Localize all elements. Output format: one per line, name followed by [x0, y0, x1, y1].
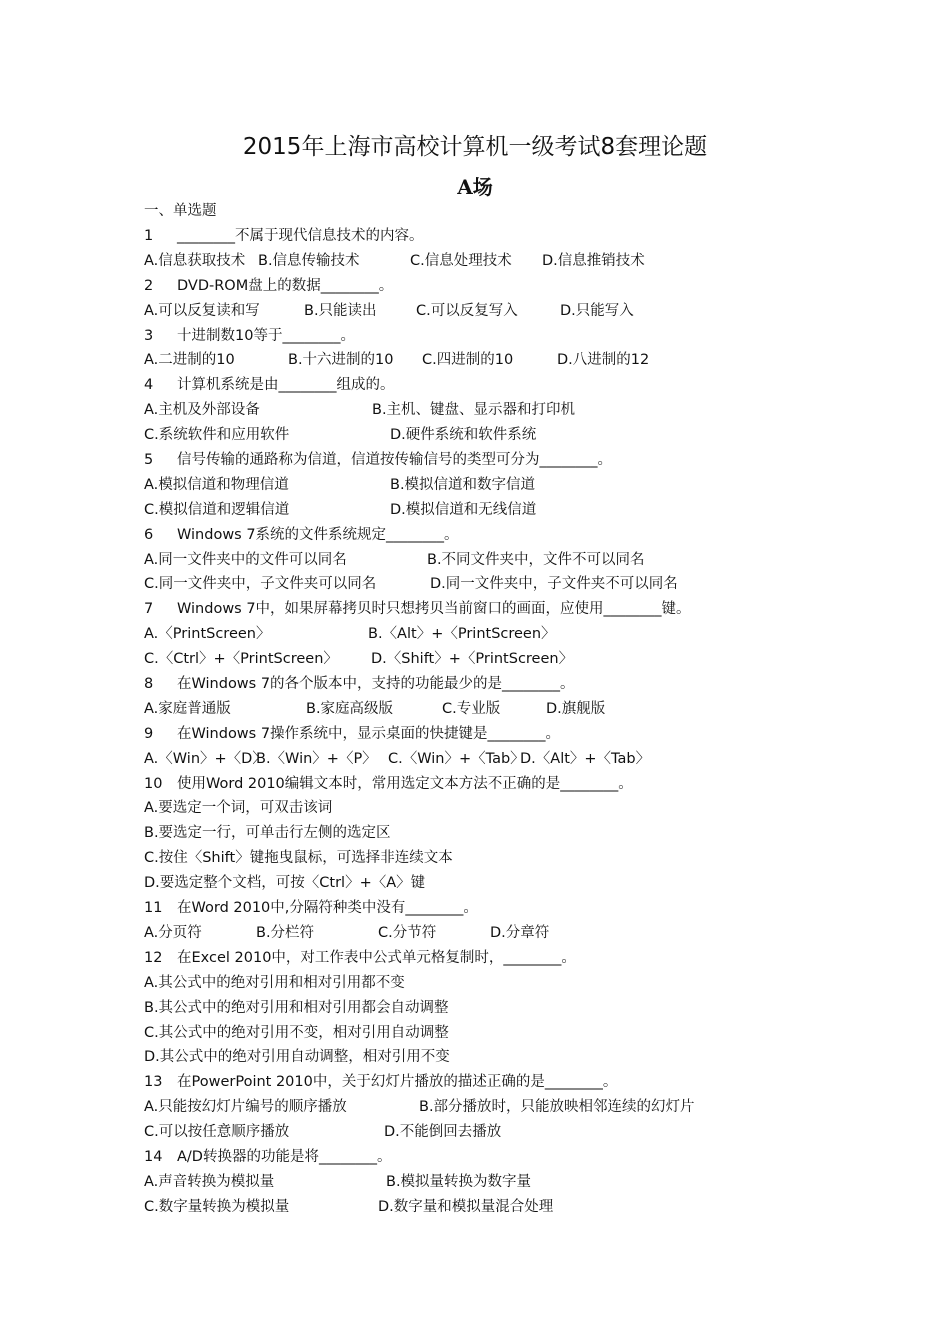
question-line	[144, 1072, 904, 1097]
option-line	[144, 1097, 904, 1122]
answer-option: B.模拟信道和数字信道	[390, 476, 536, 493]
question-text: 信号传输的通路称为信道，信道按传输信号的类型可分为________。	[177, 452, 612, 469]
answer-option: B.主机、键盘、显示器和打印机	[372, 402, 576, 419]
option-line	[144, 350, 904, 375]
answer-option: D.硬件系统和软件系统	[390, 427, 537, 444]
question-line	[144, 724, 904, 749]
answer-option: B.其公式中的绝对引用和相对引用都会自动调整	[144, 999, 449, 1016]
question-text: 十进制数10等于________。	[177, 327, 355, 344]
answer-option: D.信息推销技术	[542, 252, 645, 269]
question-number: 7	[144, 601, 154, 618]
option-line	[144, 998, 904, 1023]
answer-option: B.十六进制的10	[288, 352, 394, 369]
answer-option: A.〈Win〉+〈D〉	[144, 750, 267, 767]
answer-option: C.信息处理技术	[410, 252, 512, 269]
question-text: A/D转换器的功能是将________。	[177, 1148, 392, 1165]
question-text: Windows 7系统的文件系统规定________。	[177, 526, 459, 543]
answer-option: A.二进制的10	[144, 352, 235, 369]
question-number: 2	[144, 277, 154, 294]
question-line	[144, 375, 904, 400]
question-number: 11	[144, 900, 163, 917]
question-number: 13	[144, 1074, 163, 1091]
answer-option: D.模拟信道和无线信道	[390, 501, 537, 518]
question-number: 3	[144, 327, 154, 344]
answer-option: B.〈Alt〉+〈PrintScreen〉	[368, 626, 556, 643]
option-line	[144, 301, 904, 326]
question-text: 在Excel 2010中，对工作表中公式单元格复制时，________。	[177, 949, 576, 966]
answer-option: B.〈Win〉+〈P〉	[256, 750, 377, 767]
answer-option: A.声音转换为模拟量	[144, 1173, 275, 1190]
answer-option: A.同一文件夹中的文件可以同名	[144, 551, 347, 568]
option-line	[144, 649, 904, 674]
answer-option: B.要选定一行，可单击行左侧的选定区	[144, 825, 391, 842]
question-line	[144, 276, 904, 301]
answer-option: C.四进制的10	[422, 352, 514, 369]
answer-option: A.要选定一个词，可双击该词	[144, 800, 333, 817]
question-line	[144, 898, 904, 923]
answer-option: C.按住〈Shift〉键拖曳鼠标，可选择非连续文本	[144, 850, 453, 867]
option-line	[144, 973, 904, 998]
question-line	[144, 450, 904, 475]
answer-option: D.旗舰版	[546, 700, 606, 717]
answer-option: A.主机及外部设备	[144, 402, 260, 419]
answer-option: D.其公式中的绝对引用自动调整，相对引用不变	[144, 1049, 450, 1066]
answer-option: A.〈PrintScreen〉	[144, 626, 271, 643]
option-line	[144, 848, 904, 873]
answer-option: A.分页符	[144, 924, 202, 941]
question-list	[144, 226, 904, 1222]
answer-option: B.只能读出	[304, 302, 377, 319]
answer-option: D.要选定整个文档，可按〈Ctrl〉+〈A〉键	[144, 875, 426, 892]
option-line	[144, 923, 904, 948]
question-number: 1	[144, 228, 154, 244]
answer-option: C.可以按任意顺序播放	[144, 1124, 290, 1141]
question-number: 9	[144, 725, 154, 742]
page-title: 2015年上海市高校计算机一级考试8套理论题	[242, 134, 708, 160]
section-heading: 一、单选题	[144, 203, 217, 219]
option-line	[144, 550, 904, 575]
answer-option: B.信息传输技术	[258, 252, 360, 269]
question-line	[144, 674, 904, 699]
option-line	[144, 475, 904, 500]
option-line	[144, 1122, 904, 1147]
answer-option: B.不同文件夹中，文件不可以同名	[427, 551, 645, 568]
option-line	[144, 624, 904, 649]
option-line	[144, 574, 904, 599]
answer-option: B.部分播放时，只能放映相邻连续的幻灯片	[419, 1099, 695, 1116]
question-line	[144, 326, 904, 351]
question-text: 在Windows 7操作系统中，显示桌面的快捷键是________。	[177, 725, 561, 742]
question-text: 在PowerPoint 2010中，关于幻灯片播放的描述正确的是________。	[177, 1074, 618, 1091]
question-line	[144, 774, 904, 799]
answer-option: C.其公式中的绝对引用不变，相对引用自动调整	[144, 1024, 449, 1041]
question-text: 计算机系统是由________组成的。	[177, 377, 395, 394]
answer-option: D.只能写入	[560, 302, 634, 319]
question-text: 使用Word 2010编辑文本时，常用选定文本方法不正确的是________。	[177, 775, 633, 792]
option-line	[144, 699, 904, 724]
answer-option: D.同一文件夹中，子文件夹不可以同名	[430, 576, 678, 593]
question-text: 在Word 2010中,分隔符种类中没有________。	[177, 900, 478, 917]
option-line	[144, 823, 904, 848]
option-line	[144, 425, 904, 450]
answer-option: D.〈Shift〉+〈PrintScreen〉	[371, 651, 574, 668]
question-text: DVD-ROM盘上的数据________。	[177, 277, 394, 294]
question-text: 在Windows 7的各个版本中，支持的功能最少的是________。	[177, 676, 575, 693]
answer-option: C.模拟信道和逻辑信道	[144, 501, 290, 518]
answer-option: D.〈Alt〉+〈Tab〉	[520, 750, 651, 767]
answer-option: C.分节符	[378, 924, 437, 941]
question-number: 6	[144, 526, 154, 543]
question-text: ________不属于现代信息技术的内容。	[177, 228, 424, 244]
answer-option: A.家庭普通版	[144, 700, 231, 717]
question-line	[144, 525, 904, 550]
answer-option: A.信息获取技术	[144, 252, 246, 269]
question-number: 12	[144, 949, 163, 966]
option-line	[144, 1172, 904, 1197]
answer-option: A.其公式中的绝对引用和相对引用都不变	[144, 974, 405, 991]
option-line	[144, 1197, 904, 1222]
option-line	[144, 400, 904, 425]
answer-option: C.同一文件夹中，子文件夹可以同名	[144, 576, 377, 593]
question-line	[144, 226, 904, 251]
answer-option: D.数字量和模拟量混合处理	[378, 1198, 554, 1215]
option-line	[144, 749, 904, 774]
option-line	[144, 251, 904, 276]
question-number: 14	[144, 1148, 163, 1165]
answer-option: C.数字量转换为模拟量	[144, 1198, 290, 1215]
option-line	[144, 500, 904, 525]
option-line	[144, 798, 904, 823]
answer-option: C.可以反复写入	[416, 302, 518, 319]
page-subtitle: A场	[457, 175, 493, 199]
option-line	[144, 873, 904, 898]
question-number: 4	[144, 377, 154, 394]
question-number: 5	[144, 452, 154, 469]
question-line	[144, 599, 904, 624]
answer-option: D.八进制的12	[557, 352, 650, 369]
answer-option: C.专业版	[442, 700, 501, 717]
answer-option: A.可以反复读和写	[144, 302, 260, 319]
question-number: 8	[144, 676, 154, 693]
answer-option: B.分栏符	[256, 924, 315, 941]
answer-option: B.模拟量转换为数字量	[386, 1173, 532, 1190]
answer-option: B.家庭高级版	[306, 700, 394, 717]
option-line	[144, 1023, 904, 1048]
option-line	[144, 1047, 904, 1072]
answer-option: D.不能倒回去播放	[384, 1124, 502, 1141]
answer-option: A.模拟信道和物理信道	[144, 476, 289, 493]
answer-option: A.只能按幻灯片编号的顺序播放	[144, 1099, 347, 1116]
answer-option: C.〈Ctrl〉+〈PrintScreen〉	[144, 651, 338, 668]
question-line	[144, 948, 904, 973]
answer-option: D.分章符	[490, 924, 550, 941]
answer-option: C.系统软件和应用软件	[144, 427, 290, 444]
question-line	[144, 1147, 904, 1172]
answer-option: C.〈Win〉+〈Tab〉	[388, 750, 525, 767]
question-text: Windows 7中，如果屏幕拷贝时只想拷贝当前窗口的画面，应使用________键。	[177, 601, 691, 618]
question-number: 10	[144, 775, 163, 792]
